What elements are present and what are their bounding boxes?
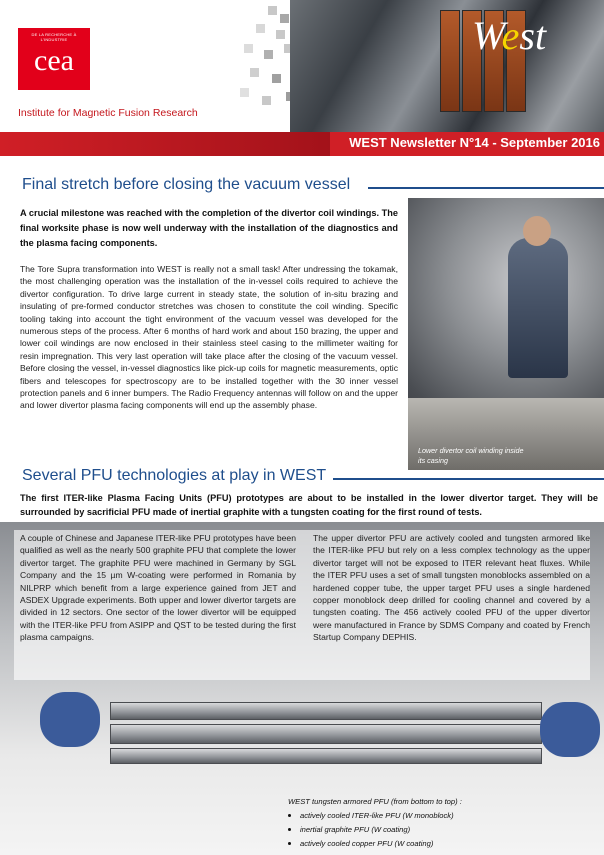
tokamak-header-photo (290, 0, 604, 132)
newsletter-title: WEST Newsletter N°14 - September 2016 (349, 135, 600, 150)
divertor-coil-photo (408, 198, 604, 470)
west-logo: West (472, 13, 547, 58)
pfu-photo-caption (288, 797, 462, 852)
pfu-caption-list (288, 810, 462, 848)
list-item: • inertial graphite PFU (W coating) (300, 824, 462, 834)
section2-right-column: The upper divertor PFU are actively cooled and tungsten armored like the ITER-like PFU but rely on a less complex technology as the upper divertor target will not be exposed to ITER relevant heat fluxes. While the ITER PFU uses a set of small tungsten monoblocks assembled on a hardened copper tube, the upper target PFU uses a single hardened copper monoblock deep drilled for cooling channel and covered by a tungsten coating. The 456 actively cooled PFU of the upper divertor were manufactured in France by SDMS Company and coated by French Startup Company DEPHIS. (313, 533, 590, 643)
pfu-caption-title: WEST tungsten armored PFU (from bottom to top) : (288, 797, 462, 806)
section2-intro: The first ITER-like Plasma Facing Units (PFU) prototypes are about to be installed in the lower divertor target. They will be surrounded by sacrificial PFU made of inertial graphite with a tungsten coating for the first round of tests. (20, 493, 598, 517)
section1-rule (368, 187, 604, 189)
list-item: • actively cooled copper PFU (W coating) (300, 838, 462, 848)
list-item: • actively cooled ITER-like PFU (W monoblock) (300, 810, 462, 820)
institute-name: Institute for Magnetic Fusion Research (18, 107, 198, 119)
section2-title: Several PFU technologies at play in WEST (22, 467, 327, 484)
newsletter-title-band (0, 132, 604, 156)
section1-title: Final stretch before closing the vacuum vessel (22, 176, 351, 193)
section2-left-column: A couple of Chinese and Japanese ITER-like PFU prototypes have been qualified as well as the nearly 500 graphite PFU that complete the lower divertor target. The graphite PFU were machined in Germany by SGL Company and the 15 µm W-coating were performed in Romania by NILPRP which benefit from a large experience gained from JET and ASDEX Upgrade experiments. Both upper and lower divertor targets are divided in 12 sectors. One sector of the lower divertor will be equipped with the ITER-like PFU from ASIPP and QST to be tested during the first plasma campaigns. (20, 533, 296, 643)
page-header (0, 0, 604, 132)
cea-logo: DE LA RECHERCHE À L'INDUSTRIE cea (18, 28, 90, 90)
divertor-coil-photo-caption: Lower divertor coil winding inside its casing (418, 446, 524, 465)
section2-rule (333, 478, 604, 480)
section1-body: The Tore Supra transformation into WEST is really not a small task! After undressing the tokamak, the most challenging operation was the installation of the in-vessel coils required to achieve the divertor configuration. To drive large current in steady state, the solution of in-situ brazing and insulating of pre-formed conductor stretches was chosen to constitute the coil winding. Specific tooling taking into account the tight environment of the vacuum vessel was developed for the numerous steps of the process. After 6 months of hard work and about 150 brazing, the upper and lower coil windings are now enclosed in their stainless steel casing to the millimeter waiting for resin impregnation. This very last operation will take place after the closing of the vacuum vessel. Before closing the vessel, in-vessel diagnostics like pick-up coils for magnetic measurements, optic fibers and telescopes for spectroscopy are to be installed together with the 30 inner vessel protection panels and 6 inner bumpers. The Radio Frequency antennas will follow on and the upper and lower divertor plasma facing components will end up the assembly phase. (20, 264, 398, 411)
section1-intro: A crucial milestone was reached with the completion of the divertor coil windings. The final worksite phase is now well underway with the installation of the diagnostics and the plasma facing components. (20, 208, 398, 248)
